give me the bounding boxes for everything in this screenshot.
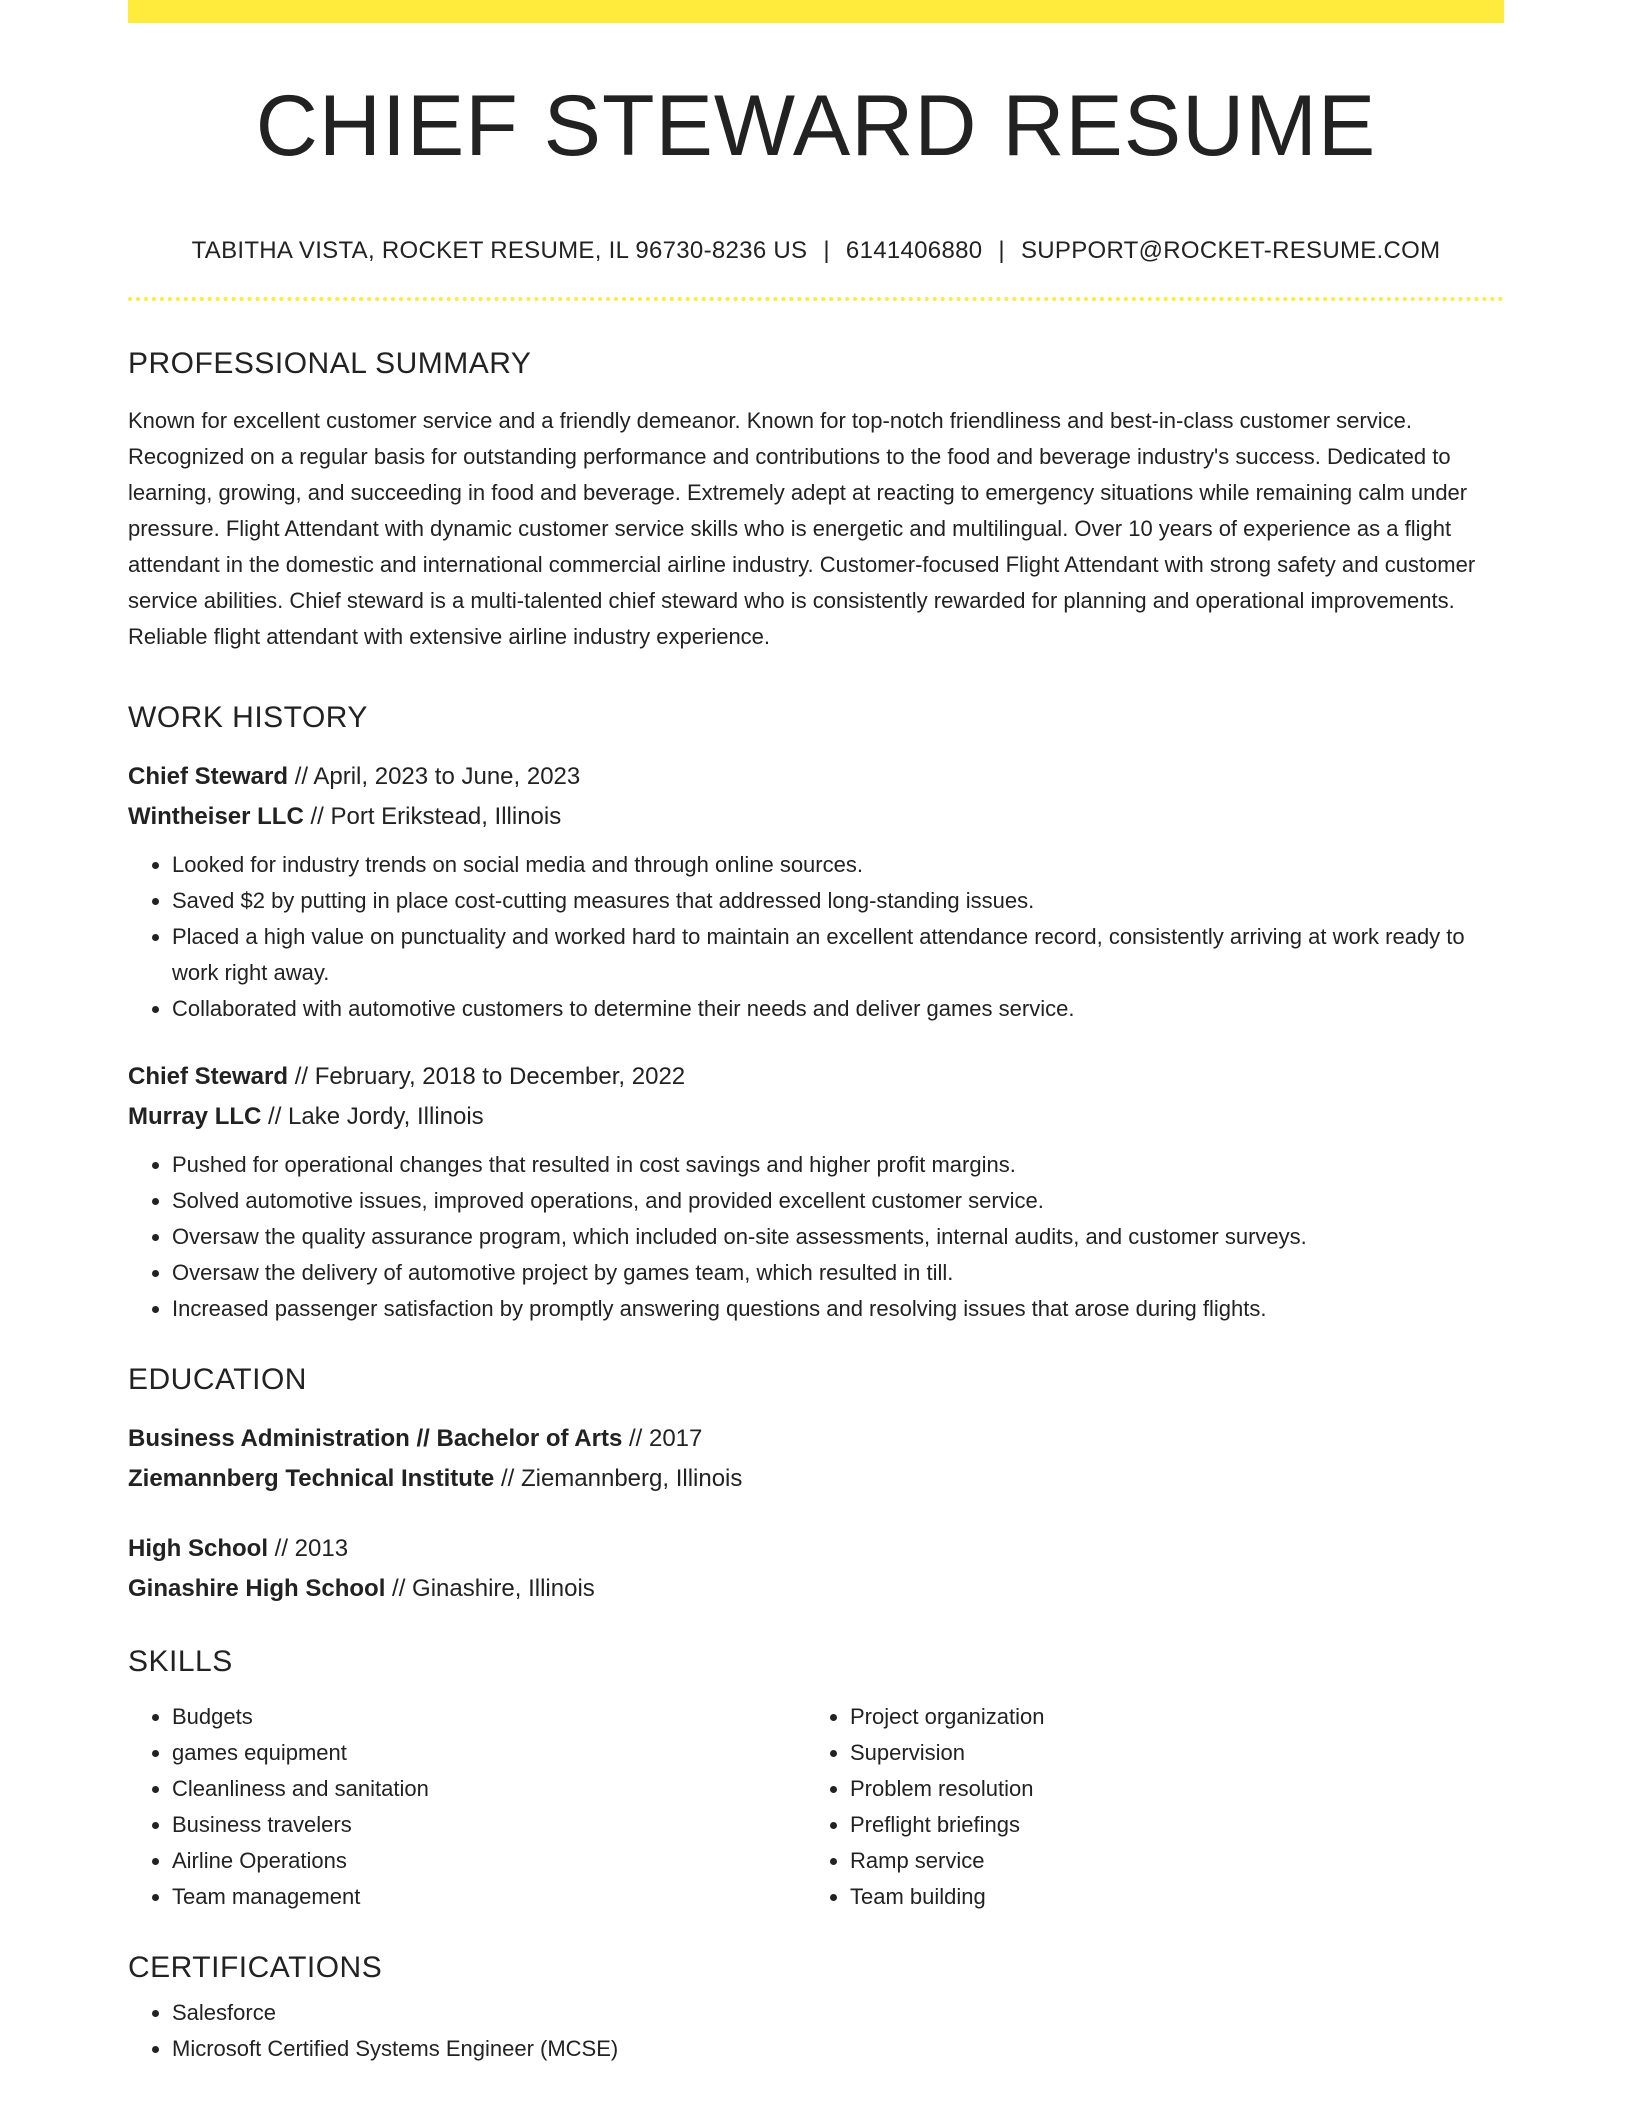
education-school-line [128,1459,1504,1499]
education-heading: EDUCATION [128,1363,307,1396]
education-location: // Ziemannberg, Illinois [494,1465,743,1492]
job-dates: // February, 2018 to December, 2022 [288,1063,686,1090]
skills-list [128,1699,806,1915]
list-item: • Collaborated with automotive customers to determine their needs and deliver games service. [172,991,1504,1027]
resume-title: CHIEF STEWARD RESUME [255,78,1377,174]
education-school: Ziemannberg Technical Institute [128,1465,495,1492]
job-company-line [128,797,1504,837]
skills-list [806,1699,1484,1915]
certifications-heading: CERTIFICATIONS [128,1951,383,1984]
education-school-line [128,1569,1504,1609]
education-degree-line [128,1419,1504,1459]
work-history-heading: WORK HISTORY [128,701,368,734]
list-item: • Saved $2 by putting in place cost-cutting measures that addressed long-standing issues. [172,883,1504,919]
contact-line [128,237,1504,265]
education-year: // 2013 [268,1535,349,1562]
list-item: • games equipment [172,1735,806,1771]
skills-columns [128,1699,1504,1915]
job-bullets [128,847,1504,1027]
list-item: • Team management [172,1879,806,1915]
education-degree: High School [128,1535,268,1562]
education-degree-line [128,1529,1504,1569]
contact-address: TABITHA VISTA, ROCKET RESUME, IL 96730-8236 US [191,237,808,264]
skills-left-column [128,1699,806,1915]
list-item: • Oversaw the quality assurance program, which included on-site assessments, internal audits, and customer surveys. [172,1219,1504,1255]
list-item: • Project organization [850,1699,1484,1735]
list-item: • Preflight briefings [850,1807,1484,1843]
resume-page [128,0,1504,2067]
list-item: • Airline Operations [172,1843,806,1879]
dotted-divider [128,297,1504,301]
list-item: • Budgets [172,1699,806,1735]
skills-right-column [806,1699,1484,1915]
education-degree: Business Administration // Bachelor of Arts [128,1425,623,1452]
job-title: Chief Steward [128,763,289,790]
job-company: Wintheiser LLC [128,803,304,830]
job-dates: // April, 2023 to June, 2023 [288,763,581,790]
contact-phone: 6141406880 [845,237,983,264]
list-item: • Oversaw the delivery of automotive project by games team, which resulted in till. [172,1255,1504,1291]
job-location: // Port Erikstead, Illinois [303,803,562,830]
job-company-line [128,1097,1504,1137]
list-item: • Problem resolution [850,1771,1484,1807]
education-school: Ginashire High School [128,1575,386,1602]
list-item: • Cleanliness and sanitation [172,1771,806,1807]
education-location: // Ginashire, Illinois [385,1575,595,1602]
job-company: Murray LLC [128,1103,262,1130]
education-year: // 2017 [622,1425,703,1452]
list-item: • Team building [850,1879,1484,1915]
contact-email: SUPPORT@ROCKET-RESUME.COM [1020,237,1441,264]
job-bullets [128,1147,1504,1327]
list-item: • Pushed for operational changes that resulted in cost savings and higher profit margins. [172,1147,1504,1183]
top-accent-bar [128,0,1504,23]
job-title-line [128,757,1504,797]
list-item: • Business travelers [172,1807,806,1843]
summary-heading: PROFESSIONAL SUMMARY [128,347,532,380]
job-title-line [128,1057,1504,1097]
certifications-list [128,1995,1504,2067]
contact-separator: | [823,237,830,264]
list-item: • Salesforce [172,1995,1504,2031]
list-item: • Solved automotive issues, improved operations, and provided excellent customer service. [172,1183,1504,1219]
list-item: • Microsoft Certified Systems Engineer (MCSE) [172,2031,1504,2067]
list-item: • Supervision [850,1735,1484,1771]
job-location: // Lake Jordy, Illinois [261,1103,484,1130]
list-item: • Looked for industry trends on social media and through online sources. [172,847,1504,883]
list-item: • Ramp service [850,1843,1484,1879]
summary-text: Known for excellent customer service and a friendly demeanor. Known for top-notch friendliness and best-in-class customer service. Recognized on a regular basis for outstanding performance and contributions to the food and beverage industry's success. Dedicated to learning, growing, and succeeding in food and beverage. Extremely adept at reacting to emergency situations while remaining calm under pressure. Flight Attendant with dynamic customer service skills who is energetic and multilingual. Over 10 years of experience as a flight attendant in the domestic and international commercial airline industry. Customer-focused Flight Attendant with strong safety and customer service abilities. Chief steward is a multi-talented chief steward who is consistently rewarded for planning and operational improvements. Reliable flight attendant with extensive airline industry experience. [128,408,1476,649]
skills-heading: SKILLS [128,1645,233,1678]
job-title: Chief Steward [128,1063,289,1090]
contact-separator: | [998,237,1005,264]
list-item: • Increased passenger satisfaction by promptly answering questions and resolving issues that arose during flights. [172,1291,1504,1327]
list-item: • Placed a high value on punctuality and worked hard to maintain an excellent attendance record, consistently arriving at work ready to work right away. [172,919,1504,991]
